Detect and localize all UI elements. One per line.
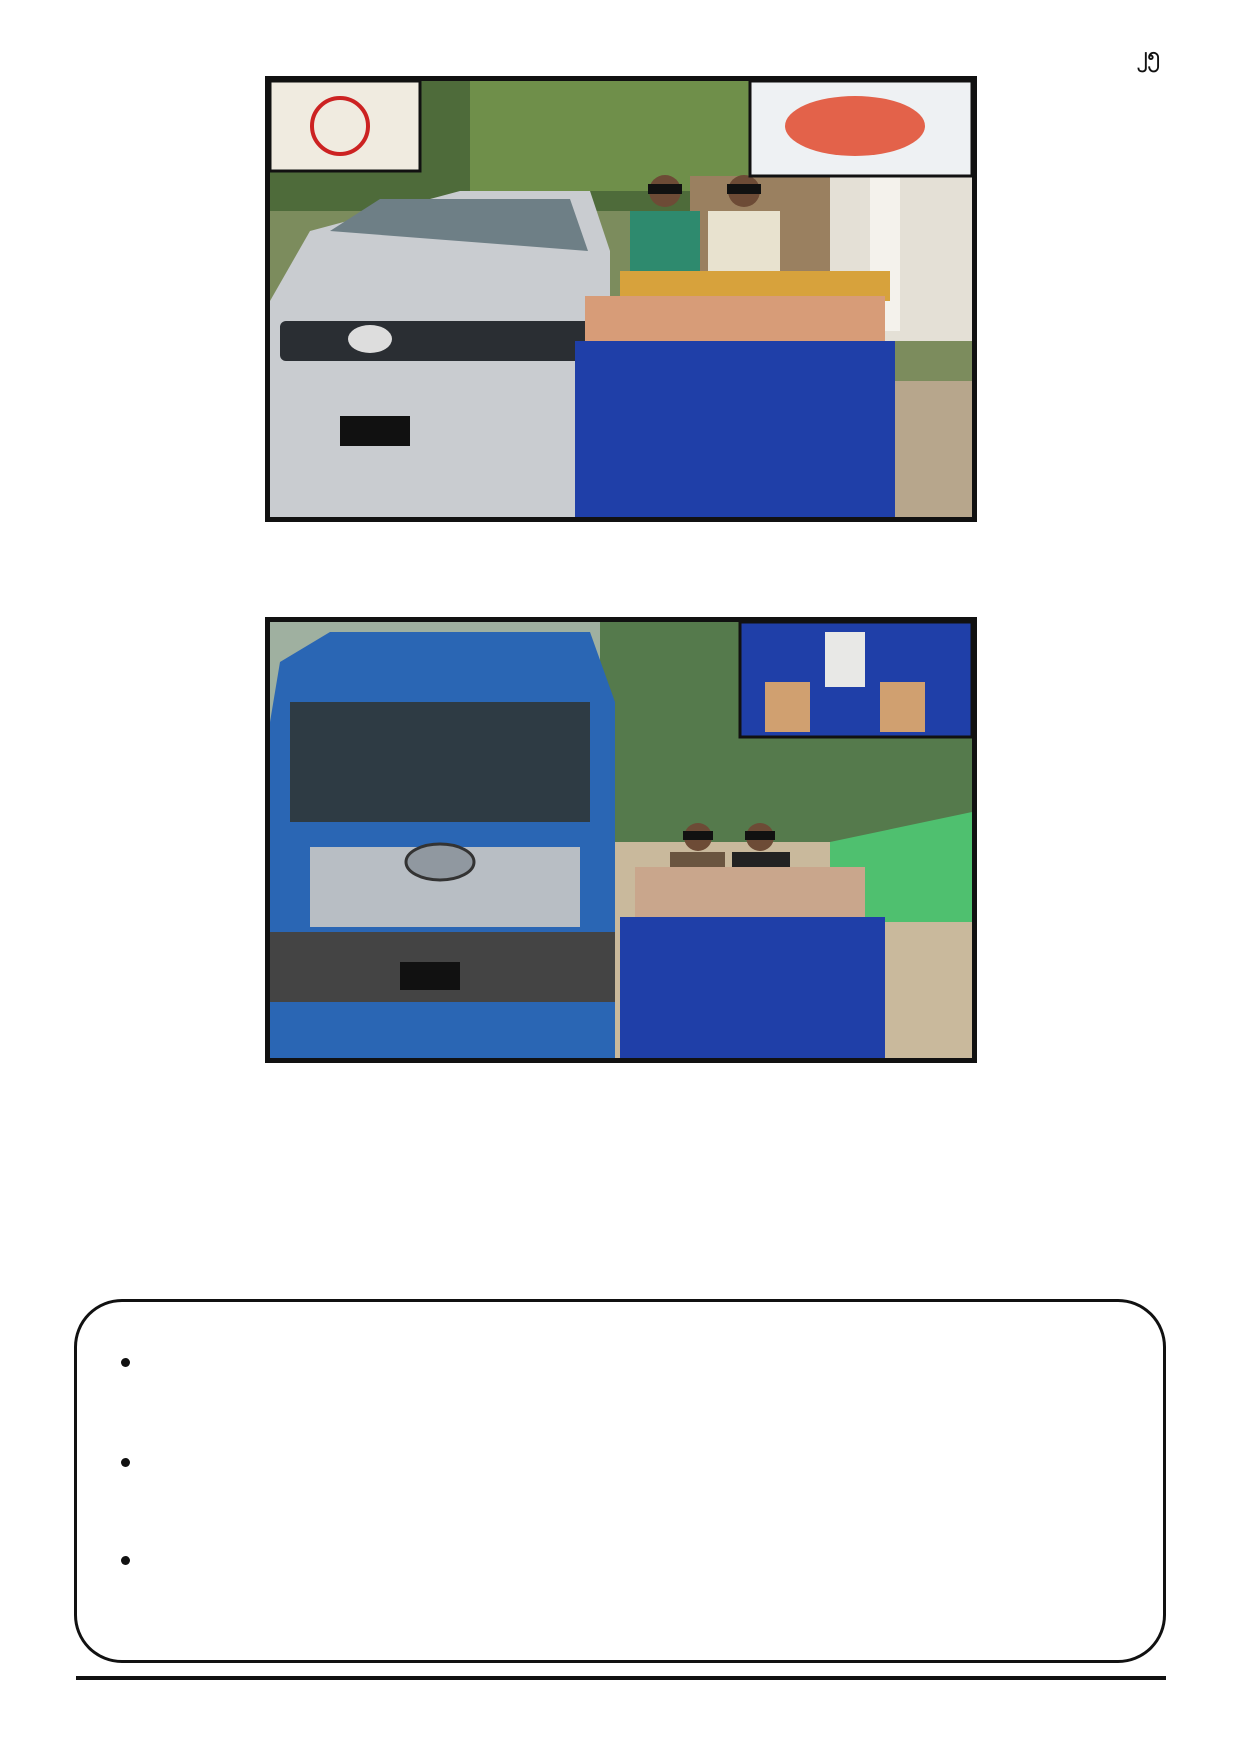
page-number: ၂၅	[1136, 43, 1160, 68]
footer-divider	[76, 1676, 1166, 1680]
seizure-photo-pickup	[265, 76, 977, 522]
summary-box	[74, 1299, 1166, 1663]
seizure-photo-truck	[265, 617, 977, 1063]
